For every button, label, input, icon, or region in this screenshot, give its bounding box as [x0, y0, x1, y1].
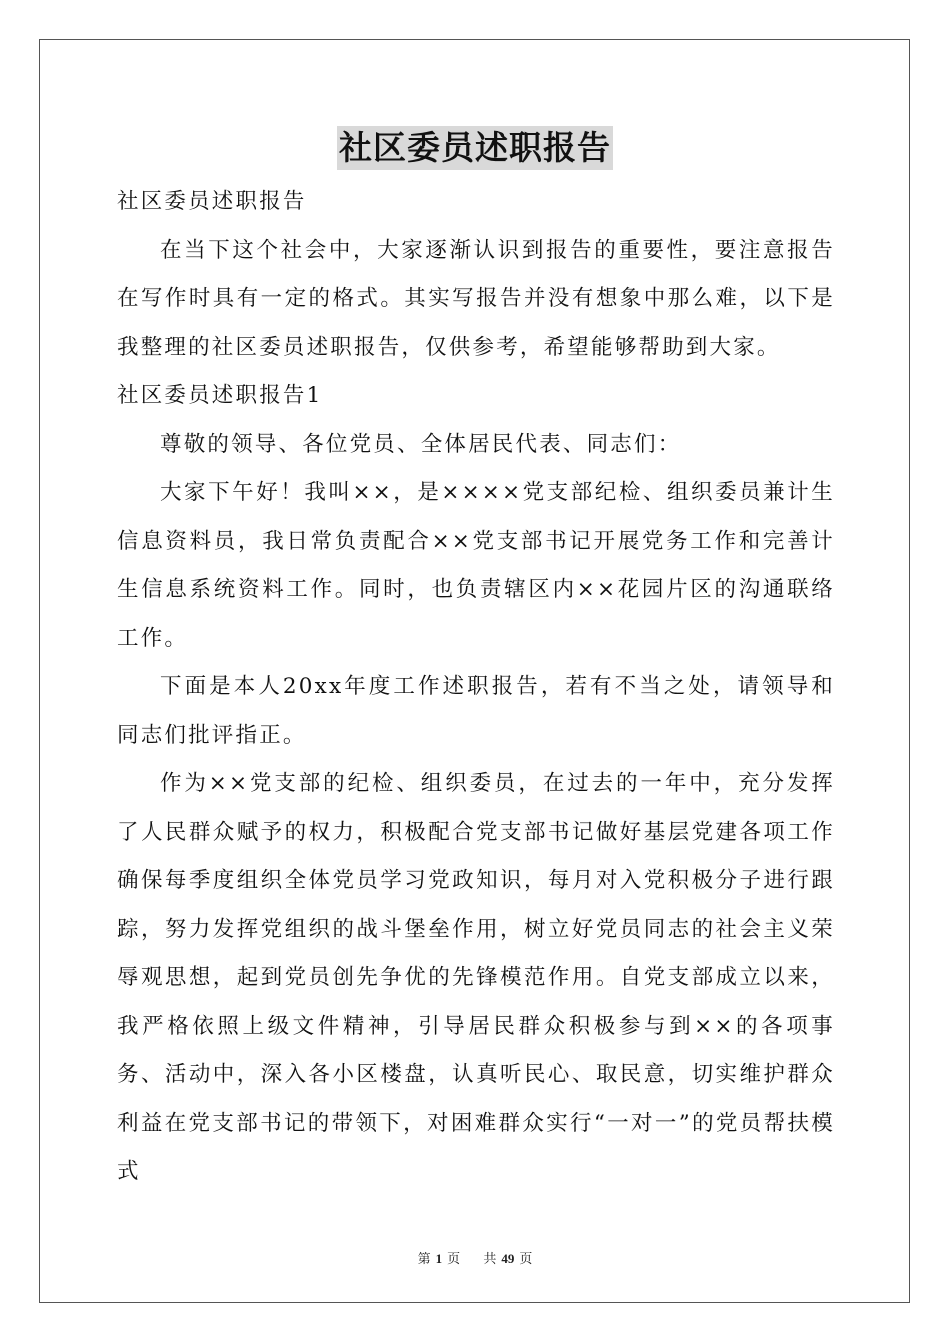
page-label-suffix: 页: [447, 1251, 461, 1266]
total-pages: 49: [501, 1251, 515, 1266]
work-summary-paragraph: 作为××党支部的纪检、组织委员，在过去的一年中，充分发挥了人民群众赋予的权力，积极配合党支部书记做好基层党建各项工作确保每季度组织全体党员学习党政知识，每月对入党积极分子进行跟踪，努力发挥党组织的战斗堡垒作用，树立好党员同志的社会主义荣辱观思想，起到党员创先争优的先锋模范作用。自党支部成立以来，我严格依照上级文件精神，引导居民群众积极参与到××的各项事务、活动中，深入各小区楼盘，认真听民心、取民意，切实维护群众利益在党支部书记的带领下，对困难群众实行“一对一”的党员帮扶模式: [117, 771, 835, 1184]
title-container: [0, 126, 950, 170]
section-heading: 社区委员述职报告1: [117, 383, 323, 408]
self-introduction-paragraph: 大家下午好！我叫××，是××××党支部纪检、组织委员兼计生信息资料员，我日常负责配合××党支部书记开展党务工作和完善计生信息系统资料工作。同时，也负责辖区内××花园片区的沟通联络工作。: [117, 480, 835, 651]
report-opening-paragraph: 下面是本人20xx年度工作述职报告，若有不当之处，请领导和同志们批评指正。: [117, 674, 835, 748]
intro-paragraph: 在当下这个社会中，大家逐渐认识到报告的重要性，要注意报告在写作时具有一定的格式。其实写报告并没有想象中那么难，以下是我整理的社区委员述职报告，仅供参考，希望能够帮助到大家。: [117, 237, 835, 360]
current-page: 1: [435, 1251, 443, 1266]
document-body: [117, 178, 835, 1197]
page-footer: [0, 1248, 950, 1267]
total-prefix: 共: [483, 1251, 497, 1266]
total-suffix: 页: [519, 1251, 533, 1266]
document-title: 社区委员述职报告: [337, 126, 613, 170]
page-number: [413, 1251, 466, 1266]
salutation-paragraph: 尊敬的领导、各位党员、全体居民代表、同志们：: [160, 431, 682, 457]
page-total: [478, 1251, 537, 1266]
page-label-prefix: 第: [417, 1251, 431, 1266]
subtitle-paragraph: 社区委员述职报告: [117, 189, 307, 214]
